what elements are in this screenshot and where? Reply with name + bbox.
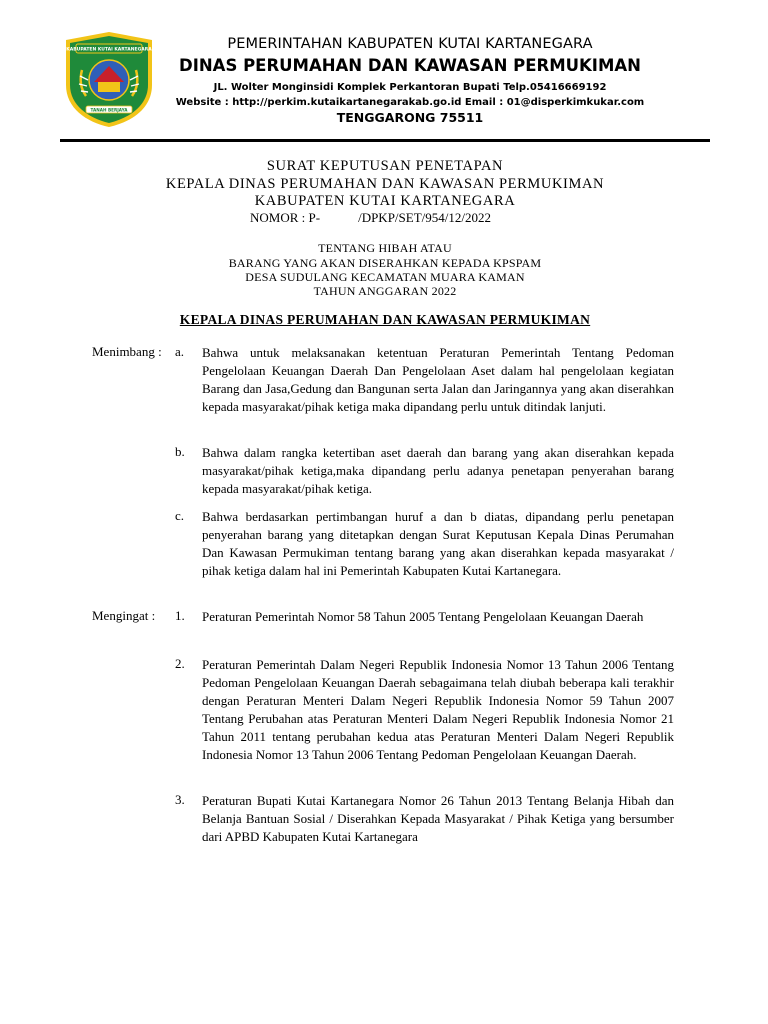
kutai-kartanegara-emblem	[62, 30, 156, 128]
mengingat-item-1: Peraturan Pemerintah Nomor 58 Tahun 2005 Tentang Pengelolaan Keuangan Daerah	[202, 609, 644, 624]
menimbang-item-c: Bahwa berdasarkan pertimbangan huruf a dan b diatas, dipandang perlu penetapan penyerahan barang yang ditetapkan dengan Surat Keputusan Kepala Dinas Perumahan Dan Kawasan Permukiman tentang barang yang akan diserahkan kepada masyarakat / pihak ketiga dalam hal ini Pemerintah Kabupaten Kutai Kartanegara.	[202, 509, 674, 578]
mengingat-marker-1: 1.	[175, 608, 185, 623]
menimbang-marker-b: b.	[175, 444, 185, 459]
menimbang-item-a: Bahwa untuk melaksanakan ketentuan Peraturan Pemerintah Tentang Pedoman Pengelolaan Keuangan Daerah Dan Pengelolaan Aset dalam hal pengelolaan kegiatan Barang dan Jasa,Gedung dan Bangunan serta Jalan dan Jaringannya yang akan diserahkan kepada masyarakat/pihak ketiga maka dipandang perlu untuk ditindak lanjuti.	[202, 345, 674, 414]
menimbang-marker-c: c.	[175, 508, 185, 523]
decree-title-line2: KEPALA DINAS PERUMAHAN DAN KAWASAN PERMUKIMAN	[165, 176, 605, 192]
menimbang-item-b: Bahwa dalam rangka ketertiban aset daerah dan barang yang akan diserahkan kepada masyarakat/pihak ketiga,maka dipandang perlu adanya penetapan penyerahan barang kepada masyarakat/pihak ketiga.	[202, 445, 674, 496]
subject-line2: BARANG YANG AKAN DISERAHKAN KEPADA KPSPAM	[228, 256, 542, 270]
nomor-suffix: /DPKP/SET/954/12/2022	[358, 210, 491, 225]
mengingat-marker-3: 3.	[175, 792, 185, 807]
decree-title-line3: KABUPATEN KUTAI KARTANEGARA	[254, 193, 516, 209]
nomor-label: NOMOR :	[250, 210, 306, 225]
emblem-motto-text: TANAH BERJAYA	[90, 107, 128, 113]
mengingat-item-2: Peraturan Pemerintah Dalam Negeri Republik Indonesia Nomor 13 Tahun 2006 Tentang Pedoman Pengelolaan Keuangan Daerah sebagaimana telah diubah beberapa kali terakhir dengan Peraturan Menteri Dalam Negeri Republik Indonesia Nomor 59 Tahun 2007 Tentang Perubahan atas Peraturan Menteri Dalam Negeri Republik Indonesia Nomor 21 Tahun 2011 tentang perubahan kedua atas Peraturan Menteri Dalam Negeri Republik Indonesia Nomor 13 Tahun 2006 Tentang Pedoman Pengelolaan Keuangan Daerah.	[202, 657, 674, 762]
mengingat-label: Mengingat :	[92, 608, 156, 623]
decree-number	[250, 210, 491, 226]
section-heading-text: KEPALA DINAS PERUMAHAN DAN KAWASAN PERMUKIMAN	[179, 312, 591, 327]
menimbang-marker-a: a.	[175, 344, 185, 359]
letterhead-city: TENGGARONG 75511	[336, 110, 484, 125]
emblem-banner-text: KABUPATEN KUTAI KARTANEGARA	[66, 47, 152, 53]
mengingat-item-3: Peraturan Bupati Kutai Kartanegara Nomor 26 Tahun 2013 Tentang Belanja Hibah dan Belanja Bantuan Sosial / Diserahkan Kepada Masyarakat / Pihak Ketiga yang bersumber dari APBD Kabupaten Kutai Kartanegara	[202, 793, 674, 844]
letterhead-website: Website : http://perkim.kutaikartanegarakab.go.id Email : 01@disperkimkukar.com	[175, 97, 645, 108]
subject-line4: TAHUN ANGGARAN 2022	[313, 284, 457, 298]
subject-line3: DESA SUDULANG KECAMATAN MUARA KAMAN	[245, 270, 525, 284]
subject-line1: TENTANG HIBAH ATAU	[318, 241, 452, 255]
letterhead-address: JL. Wolter Monginsidi Komplek Perkantoran Bupati Telp.05416669192	[213, 82, 607, 93]
menimbang-label: Menimbang :	[92, 344, 162, 359]
letterhead-agency: DINAS PERUMAHAN DAN KAWASAN PERMUKIMAN	[179, 56, 641, 75]
section-heading	[60, 312, 710, 328]
mengingat-marker-2: 2.	[175, 656, 185, 671]
letterhead-divider	[60, 139, 710, 142]
letterhead-government: PEMERINTAHAN KABUPATEN KUTAI KARTANEGARA	[227, 36, 593, 52]
decree-title-line1: SURAT KEPUTUSAN PENETAPAN	[266, 158, 504, 174]
nomor-prefix: P-	[308, 210, 321, 225]
